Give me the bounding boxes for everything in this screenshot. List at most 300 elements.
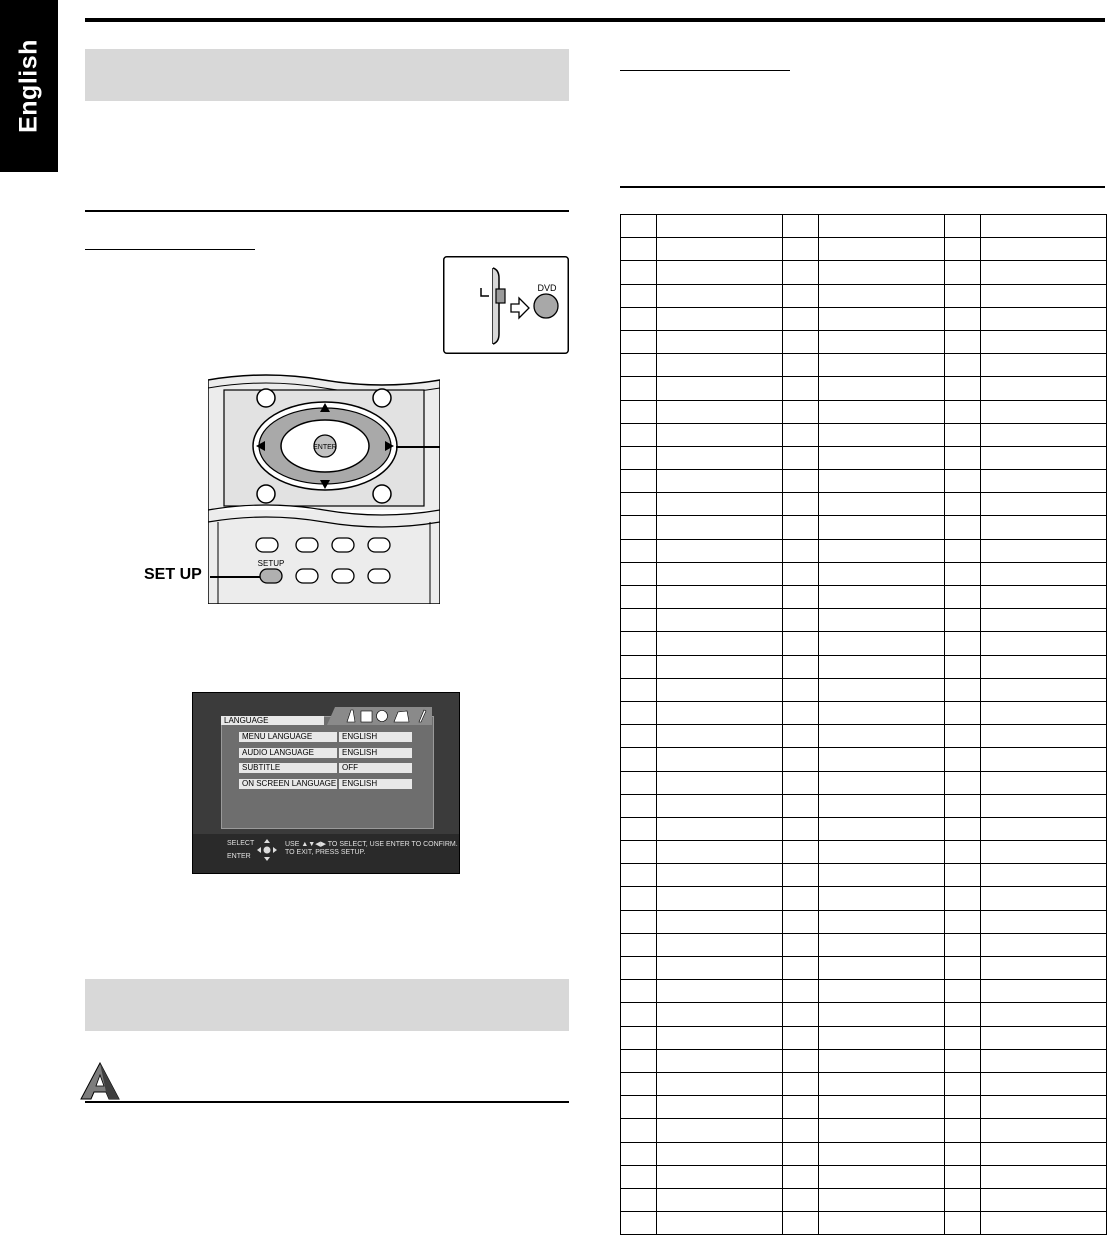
language-name-cell [657, 841, 783, 864]
osd-row-value: ENGLISH [339, 732, 412, 742]
language-code-cell [783, 678, 819, 701]
language-code-cell [783, 817, 819, 840]
language-code-cell [783, 1142, 819, 1165]
osd-footer-line1: USE ▲▼◀▶ TO SELECT, USE ENTER TO CONFIRM. [285, 841, 458, 848]
language-code-row [621, 1003, 1107, 1026]
language-code-row [621, 910, 1107, 933]
language-code-cell [783, 1096, 819, 1119]
table-top-rule [620, 186, 1105, 188]
language-code-cell [621, 817, 657, 840]
audio-tab-icon [377, 711, 388, 722]
language-code-cell [783, 864, 819, 887]
language-name-cell [657, 516, 783, 539]
language-code-row [621, 586, 1107, 609]
language-name-cell [981, 1188, 1107, 1211]
language-code-cell [621, 841, 657, 864]
top-rule [85, 18, 1105, 22]
language-name-cell [819, 423, 945, 446]
language-code-cell [621, 1165, 657, 1188]
language-code-cell [621, 307, 657, 330]
language-code-row [621, 980, 1107, 1003]
language-code-cell [621, 1212, 657, 1235]
language-code-cell [621, 493, 657, 516]
language-name-cell [819, 910, 945, 933]
language-name-cell [981, 1003, 1107, 1026]
language-code-cell [621, 771, 657, 794]
language-code-cell [621, 957, 657, 980]
osd-footer-enter: ENTER [227, 853, 251, 860]
language-code-row [621, 864, 1107, 887]
left-subheading-underline [85, 249, 255, 250]
language-name-cell [657, 261, 783, 284]
language-code-cell [621, 632, 657, 655]
language-name-cell [819, 864, 945, 887]
language-name-cell [657, 864, 783, 887]
language-name-cell [981, 493, 1107, 516]
language-code-cell [945, 330, 981, 353]
language-code-cell [945, 794, 981, 817]
language-code-cell [783, 238, 819, 261]
language-code-cell [945, 864, 981, 887]
language-code-cell [621, 794, 657, 817]
osd-category-icons [327, 707, 432, 725]
language-code-cell [945, 655, 981, 678]
language-name-cell [981, 470, 1107, 493]
language-code-cell [945, 215, 981, 238]
language-name-cell [657, 1142, 783, 1165]
language-code-cell [621, 1026, 657, 1049]
language-code-row [621, 1119, 1107, 1142]
language-name-cell [981, 794, 1107, 817]
language-name-cell [981, 1165, 1107, 1188]
language-code-cell [621, 586, 657, 609]
language-code-cell [783, 493, 819, 516]
language-code-cell [945, 238, 981, 261]
language-code-cell [945, 678, 981, 701]
language-code-cell [945, 400, 981, 423]
language-code-cell [945, 1165, 981, 1188]
language-code-cell [945, 1212, 981, 1235]
language-code-row [621, 1165, 1107, 1188]
language-code-row [621, 794, 1107, 817]
language-code-cell [945, 980, 981, 1003]
language-code-cell [945, 725, 981, 748]
language-code-cell [621, 1003, 657, 1026]
language-code-cell [945, 1049, 981, 1072]
remote-control-illustration [208, 372, 440, 604]
language-name-cell [981, 957, 1107, 980]
language-name-cell [657, 771, 783, 794]
language-code-cell [783, 586, 819, 609]
language-code-cell [783, 330, 819, 353]
language-name-cell [981, 446, 1107, 469]
osd-footer-select: SELECT [227, 840, 255, 847]
language-code-row [621, 1212, 1107, 1235]
language-code-cell [621, 887, 657, 910]
language-name-cell [657, 354, 783, 377]
language-code-cell [621, 1049, 657, 1072]
language-code-cell [783, 725, 819, 748]
language-code-cell [621, 1142, 657, 1165]
language-code-cell [783, 423, 819, 446]
language-code-row [621, 771, 1107, 794]
language-name-cell [981, 632, 1107, 655]
language-code-cell [783, 470, 819, 493]
language-code-row [621, 562, 1107, 585]
language-code-cell [621, 284, 657, 307]
language-code-cell [783, 377, 819, 400]
language-name-cell [819, 238, 945, 261]
language-code-cell [783, 609, 819, 632]
language-name-cell [819, 1072, 945, 1095]
language-name-cell [657, 446, 783, 469]
osd-row-value: ENGLISH [339, 779, 412, 789]
language-name-cell [657, 238, 783, 261]
language-name-cell [819, 748, 945, 771]
language-code-cell [945, 377, 981, 400]
language-code-cell [945, 1188, 981, 1211]
language-name-cell [657, 586, 783, 609]
language-code-cell [945, 910, 981, 933]
language-code-cell [621, 864, 657, 887]
language-code-cell [945, 817, 981, 840]
language-code-cell [621, 701, 657, 724]
language-code-row [621, 887, 1107, 910]
language-name-cell [819, 1212, 945, 1235]
language-code-cell [783, 771, 819, 794]
language-code-cell [945, 701, 981, 724]
language-name-cell [981, 238, 1107, 261]
osd-row-label: ON SCREEN LANGUAGE [239, 779, 337, 789]
language-code-cell [621, 423, 657, 446]
language-code-row [621, 655, 1107, 678]
language-code-table-body [621, 215, 1107, 1235]
osd-footer [193, 834, 459, 873]
language-name-cell [819, 771, 945, 794]
language-side-tab [0, 0, 58, 172]
language-code-cell [945, 516, 981, 539]
osd-row-label: SUBTITLE [239, 763, 337, 773]
language-name-cell [981, 1049, 1107, 1072]
language-name-cell [981, 887, 1107, 910]
language-code-row [621, 701, 1107, 724]
dvd-button-label: DVD [537, 283, 557, 293]
language-name-cell [981, 261, 1107, 284]
language-name-cell [981, 817, 1107, 840]
language-code-row [621, 933, 1107, 956]
language-code-cell [783, 1188, 819, 1211]
language-code-cell [621, 330, 657, 353]
language-code-cell [621, 238, 657, 261]
language-code-cell [621, 655, 657, 678]
svg-text:SETUP: SETUP [257, 559, 285, 568]
language-code-cell [783, 215, 819, 238]
language-code-cell [945, 841, 981, 864]
language-name-cell [819, 1049, 945, 1072]
language-name-cell [981, 516, 1107, 539]
language-name-cell [657, 1049, 783, 1072]
language-name-cell [819, 446, 945, 469]
language-name-cell [819, 307, 945, 330]
language-code-row [621, 632, 1107, 655]
language-name-cell [657, 539, 783, 562]
language-name-cell [981, 1072, 1107, 1095]
language-name-cell [819, 1096, 945, 1119]
language-code-cell [945, 261, 981, 284]
language-code-cell [945, 771, 981, 794]
osd-row-value: ENGLISH [339, 748, 412, 758]
language-code-cell [621, 354, 657, 377]
language-name-cell [819, 1165, 945, 1188]
language-name-cell [981, 1119, 1107, 1142]
language-code-row [621, 1188, 1107, 1211]
language-code-row [621, 1049, 1107, 1072]
language-code-cell [945, 307, 981, 330]
picture-tab-icon [361, 711, 372, 722]
language-name-cell [981, 377, 1107, 400]
language-name-cell [981, 748, 1107, 771]
language-name-cell [657, 307, 783, 330]
language-name-cell [657, 493, 783, 516]
language-code-row [621, 377, 1107, 400]
language-name-cell [819, 817, 945, 840]
osd-footer-line2: TO EXIT, PRESS SETUP. [285, 849, 366, 856]
language-name-cell [981, 539, 1107, 562]
language-name-cell [657, 215, 783, 238]
language-name-cell [657, 655, 783, 678]
language-code-row [621, 1026, 1107, 1049]
language-name-cell [819, 493, 945, 516]
language-name-cell [657, 377, 783, 400]
language-name-cell [657, 1165, 783, 1188]
dvd-mode-switch-illustration [443, 256, 569, 354]
language-code-cell [783, 1165, 819, 1188]
language-code-cell [783, 887, 819, 910]
language-name-cell [819, 539, 945, 562]
language-name-cell [981, 933, 1107, 956]
language-name-cell [819, 609, 945, 632]
language-name-cell [981, 701, 1107, 724]
language-name-cell [657, 1096, 783, 1119]
language-code-cell [621, 1119, 657, 1142]
language-name-cell [819, 655, 945, 678]
language-name-cell [819, 933, 945, 956]
language-code-cell [945, 1003, 981, 1026]
language-name-cell [981, 910, 1107, 933]
language-name-cell [657, 1119, 783, 1142]
language-code-cell [783, 632, 819, 655]
language-code-cell [783, 841, 819, 864]
language-code-cell [783, 701, 819, 724]
language-name-cell [981, 725, 1107, 748]
language-code-cell [945, 493, 981, 516]
language-name-cell [981, 330, 1107, 353]
language-code-cell [621, 1096, 657, 1119]
language-name-cell [981, 678, 1107, 701]
language-code-cell [783, 933, 819, 956]
language-code-cell [621, 400, 657, 423]
language-name-cell [981, 1212, 1107, 1235]
language-code-row [621, 330, 1107, 353]
language-name-cell [981, 1026, 1107, 1049]
language-name-cell [819, 725, 945, 748]
language-code-cell [783, 400, 819, 423]
osd-header: LANGUAGE [221, 716, 324, 725]
language-name-cell [657, 400, 783, 423]
language-name-cell [657, 609, 783, 632]
section-heading-bar-bottom [85, 979, 569, 1031]
setup-callout-line [210, 576, 260, 578]
language-name-cell [819, 887, 945, 910]
language-code-row [621, 1072, 1107, 1095]
language-name-cell [657, 1003, 783, 1026]
language-code-cell [945, 284, 981, 307]
language-code-cell [945, 1096, 981, 1119]
language-code-cell [621, 748, 657, 771]
language-code-row [621, 1096, 1107, 1119]
language-name-cell [819, 470, 945, 493]
language-code-cell [621, 377, 657, 400]
language-code-row [621, 1142, 1107, 1165]
language-code-row [621, 446, 1107, 469]
language-code-cell [783, 980, 819, 1003]
language-name-cell [657, 1188, 783, 1211]
language-code-cell [783, 748, 819, 771]
language-code-cell [783, 307, 819, 330]
language-name-cell [657, 817, 783, 840]
language-name-cell [819, 354, 945, 377]
language-name-cell [819, 1142, 945, 1165]
language-code-cell [945, 887, 981, 910]
language-code-row [621, 238, 1107, 261]
language-code-row [621, 284, 1107, 307]
language-code-cell [783, 516, 819, 539]
language-name-cell [819, 377, 945, 400]
language-code-cell [945, 354, 981, 377]
language-code-cell [945, 562, 981, 585]
setup-callout-label: SET UP [144, 566, 202, 583]
language-code-cell [945, 632, 981, 655]
left-section-rule [85, 210, 569, 212]
language-name-cell [657, 725, 783, 748]
language-name-cell [819, 586, 945, 609]
language-name-cell [657, 701, 783, 724]
language-name-cell [657, 1072, 783, 1095]
language-code-cell [621, 516, 657, 539]
osd-row-value: OFF [339, 763, 412, 773]
language-code-cell [945, 1072, 981, 1095]
language-name-cell [981, 284, 1107, 307]
language-name-cell [819, 678, 945, 701]
language-name-cell [819, 1026, 945, 1049]
language-code-row [621, 400, 1107, 423]
language-name-cell [819, 980, 945, 1003]
language-code-row [621, 516, 1107, 539]
language-name-cell [657, 678, 783, 701]
language-name-cell [657, 957, 783, 980]
language-code-cell [621, 261, 657, 284]
language-name-cell [981, 1142, 1107, 1165]
language-name-cell [657, 284, 783, 307]
language-name-cell [981, 655, 1107, 678]
language-code-cell [621, 539, 657, 562]
language-code-cell [783, 910, 819, 933]
language-name-cell [819, 284, 945, 307]
language-name-cell [657, 794, 783, 817]
right-subheading-underline [620, 70, 790, 71]
advanced-operations-icon [80, 1062, 120, 1100]
language-code-row [621, 748, 1107, 771]
language-name-cell [819, 400, 945, 423]
language-name-cell [981, 771, 1107, 794]
language-name-cell [981, 841, 1107, 864]
language-code-cell [783, 1049, 819, 1072]
language-code-row [621, 493, 1107, 516]
language-name-cell [819, 215, 945, 238]
language-code-cell [945, 446, 981, 469]
language-name-cell [981, 354, 1107, 377]
language-code-cell [783, 1212, 819, 1235]
language-name-cell [819, 841, 945, 864]
language-name-cell [981, 562, 1107, 585]
side-tab-label: English [14, 39, 43, 133]
language-code-row [621, 957, 1107, 980]
language-code-row [621, 307, 1107, 330]
svg-text:ENTER: ENTER [313, 444, 337, 451]
language-code-row [621, 215, 1107, 238]
language-name-cell [981, 980, 1107, 1003]
language-code-cell [783, 655, 819, 678]
language-code-cell [945, 539, 981, 562]
language-code-cell [945, 748, 981, 771]
language-code-cell [945, 1142, 981, 1165]
language-code-cell [783, 446, 819, 469]
language-code-row [621, 678, 1107, 701]
language-name-cell [657, 423, 783, 446]
language-name-cell [657, 980, 783, 1003]
language-code-cell [783, 354, 819, 377]
language-code-cell [783, 794, 819, 817]
language-name-cell [981, 307, 1107, 330]
language-name-cell [981, 864, 1107, 887]
language-code-cell [783, 261, 819, 284]
language-code-cell [945, 423, 981, 446]
language-code-cell [783, 284, 819, 307]
language-name-cell [657, 562, 783, 585]
language-code-row [621, 354, 1107, 377]
language-name-cell [657, 1026, 783, 1049]
language-code-cell [621, 609, 657, 632]
osd-row-label: MENU LANGUAGE [239, 732, 337, 742]
language-code-cell [783, 957, 819, 980]
language-name-cell [981, 1096, 1107, 1119]
language-code-row [621, 817, 1107, 840]
language-code-row [621, 470, 1107, 493]
language-name-cell [819, 1119, 945, 1142]
language-name-cell [819, 562, 945, 585]
language-code-cell [621, 562, 657, 585]
language-code-cell [621, 980, 657, 1003]
language-code-cell [783, 1026, 819, 1049]
language-code-cell [945, 1026, 981, 1049]
cursor-callout-line [396, 446, 440, 448]
language-name-cell [981, 586, 1107, 609]
language-code-cell [621, 725, 657, 748]
joystick-icon [257, 839, 277, 861]
advanced-section-rule [85, 1101, 569, 1103]
language-name-cell [981, 400, 1107, 423]
language-code-cell [945, 957, 981, 980]
